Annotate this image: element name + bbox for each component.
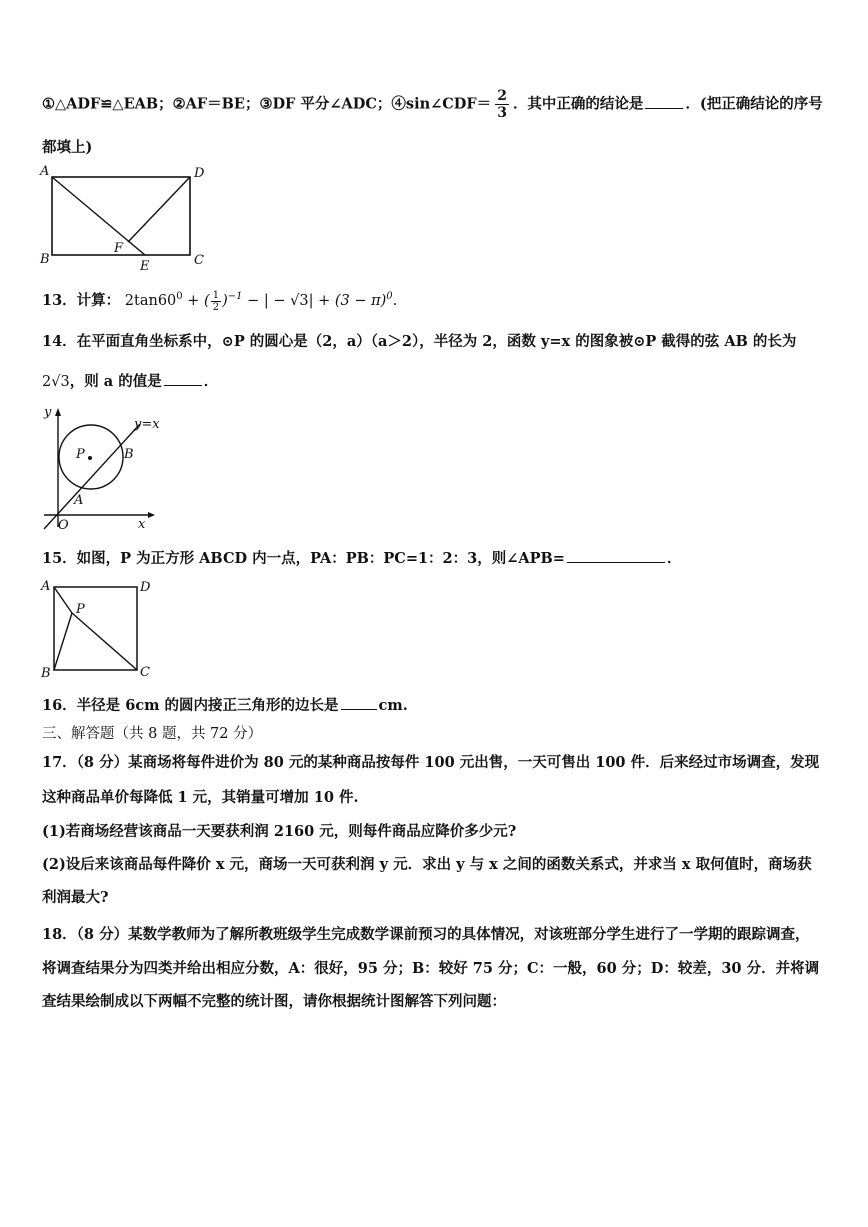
y-axis-arrow [55, 408, 61, 416]
q12-frac-den: 3 [497, 105, 507, 121]
q12-fraction [495, 88, 509, 121]
label-a: A [40, 164, 50, 179]
label-d: D [194, 166, 205, 181]
segment-pc [72, 613, 137, 670]
q13-term-d: − | − [242, 293, 291, 309]
q14-coordinate-figure [36, 402, 166, 532]
label-x: x [138, 517, 146, 532]
q12-frac-num: 2 [497, 88, 507, 104]
q17-line2: 这种商品单价每降低 1 元，其销量可增加 10 件. [42, 789, 359, 806]
segment-ae [52, 177, 145, 255]
section3-title: 三、解答题（共 8 题，共 72 分） [42, 726, 263, 742]
q12-rectangle-figure [36, 160, 216, 270]
label-e: E [140, 259, 150, 270]
label-o: O [58, 518, 69, 532]
q14-line2-end: ． [203, 373, 219, 390]
segment-pa [54, 587, 72, 613]
label-a: A [74, 493, 84, 508]
q16-end: cm. [378, 697, 408, 714]
q14-line2-text: ，则 a 的值是 [69, 373, 162, 390]
label-b: B [124, 447, 134, 462]
q12-line2 [42, 136, 92, 157]
q12-answer-blank[interactable] [645, 107, 683, 109]
x-axis-arrow [148, 512, 155, 518]
center-p [88, 456, 92, 460]
q13-line [42, 289, 397, 313]
q17-line1: 17．（8 分）某商场将每件进价为 80 元的某种商品按每件 100 元出售，一天可售出 100 件．后来经过市场调查，发现 [42, 754, 820, 771]
label-d: D [140, 580, 151, 595]
q18-line1: 18．（8 分）某数学教师为了解所教班级学生完成数学课前预习的具体情况，对该班部分学生进行了一学期的跟踪调查， [42, 926, 810, 943]
label-f: F [114, 241, 124, 256]
q13-sqrt: √3 [290, 293, 309, 309]
q15-line [42, 547, 681, 568]
q13-half: $\frac{1}{2}$ [212, 289, 220, 313]
label-y: y [44, 405, 52, 420]
label-yx: y=x [134, 417, 160, 432]
segment-pb [54, 613, 72, 670]
q12-line1 [42, 88, 823, 121]
q14-two-root3: 2√3 [42, 374, 70, 390]
q12-line2-text: 都填上) [42, 139, 93, 156]
label-p: P [76, 447, 85, 462]
q17-part2-line2: 利润最大? [42, 889, 109, 906]
q15-square-figure [36, 577, 166, 677]
q18-line2: 将调查结果分为四类并给出相应分数，A：很好，95 分；B：较好 75 分；C：一般，60 分；D：较差，30 分．并将调 [42, 960, 820, 977]
label-b: B [40, 252, 50, 267]
q13-term-e: | + $(3 - \pi)^0$ [308, 291, 393, 309]
q15-answer-blank[interactable] [567, 561, 665, 563]
label-c: C [194, 253, 204, 268]
label-p: P [76, 602, 85, 617]
q17-part1: (1)若商场经营该商品一天要获利润 2160 元，则每件商品应降价多少元? [42, 823, 517, 840]
q12-text-after: ．其中正确的结论是 [512, 95, 644, 113]
q15-end: ． [666, 550, 682, 567]
q14-line2 [42, 370, 218, 391]
label-c: C [140, 665, 150, 677]
q13-term-b: + ( [182, 293, 210, 309]
q14-line1-text: 14．在平面直角坐标系中，⊙P 的圆心是（2，a）（a＞2），半径为 2，函数 y=x 的图象被⊙P 截得的弦 AB 的长为 [42, 333, 797, 350]
q14-answer-blank[interactable] [164, 384, 202, 386]
label-b: B [41, 666, 51, 677]
q12-text-end: ．(把正确结论的序号 [685, 95, 823, 113]
q13-end: . [392, 293, 398, 309]
q16-text: 16．半径是 6cm 的圆内接正三角形的边长是 [42, 697, 339, 714]
q13-term-a: $2\tan 60^0$ [124, 291, 183, 309]
q14-line1 [42, 330, 796, 351]
q16-line [42, 694, 408, 715]
q13-term-c: )$^{-1}$ [222, 291, 243, 309]
q17-part2-line1: (2)设后来该商品每件降价 x 元，商场一天可获利润 y 元．求出 y 与 x 之间的函数关系式，并求当 x 取何值时，商场获 [42, 856, 812, 873]
q16-answer-blank[interactable] [341, 708, 377, 710]
q18-line3: 查结果绘制成以下两幅不完整的统计图，请你根据统计图解答下列问题： [42, 993, 506, 1010]
label-a: A [41, 579, 51, 594]
segment-df [128, 177, 190, 242]
q15-text: 15．如图，P 为正方形 ABCD 内一点，PA：PB：PC=1：2：3，则∠APB= [42, 550, 565, 567]
q13-prefix: 13．计算： [42, 292, 121, 309]
q12-text-before: ①△ADF≌△EAB；②AF＝BE；③DF 平分∠ADC；④sin∠CDF＝ [42, 95, 492, 113]
